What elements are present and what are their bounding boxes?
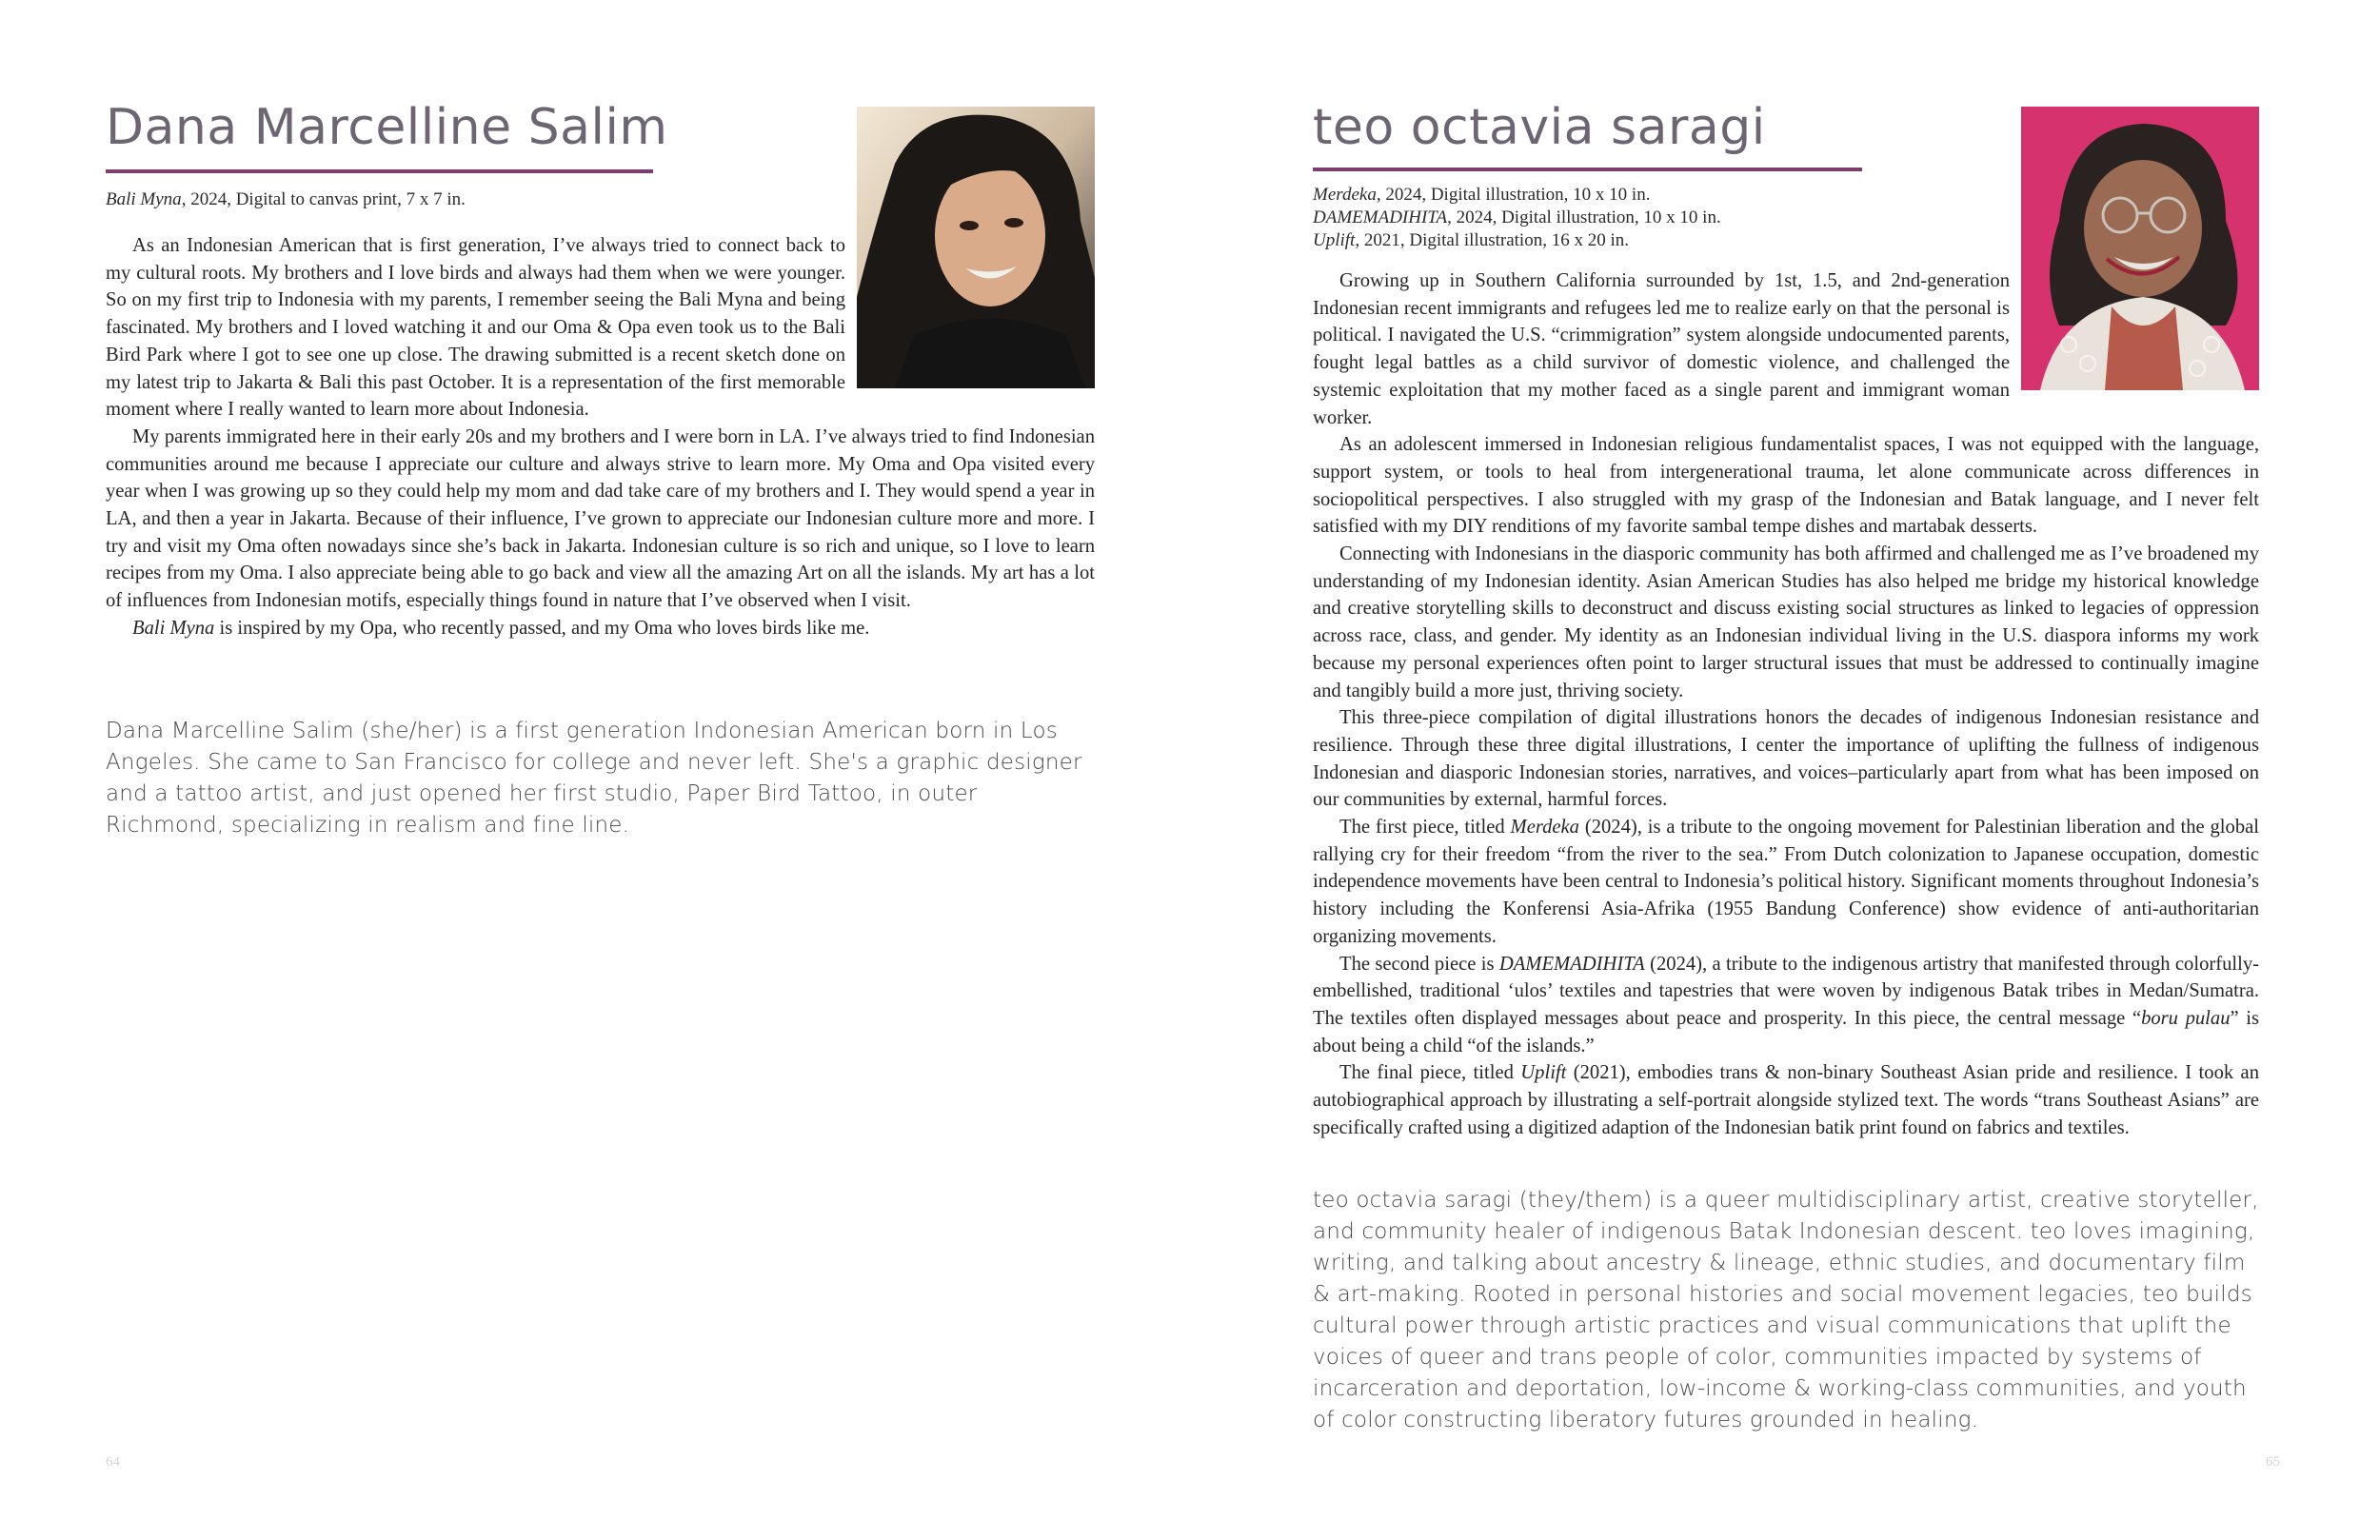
statement-paragraph: The first piece, titled Merdeka (2024), is a tribute to the ongoing movement for Palestinian liberation and the global rallying cry for their freedom “from the river to the sea.” From Dutch colonization to Japanese occupation, domestic independence movements have been central to Indonesia’s political history. Significant moments throughout Indonesia’s history including the Konferensi Asia-Afrika (1955 Bandung Conference) show evidence of anti-authoritarian organizing movements. xyxy=(1313,817,2259,947)
statement-paragraph: Connecting with Indonesians in the diasporic community has both affirmed and challenged me as I’ve broadened my understanding of my Indonesian identity. Asian American Studies has also helped me bridge my historical knowledge and creative storytelling skills to deconstruct and discuss existing social structures as linked to legacies of oppression across race, class, and gender. My identity as an Indonesian individual living in the U.S. diaspora informs my work because my personal experiences often point to larger structural issues that must be addressed to continually imagine and tangibly build a more just, thriving society. xyxy=(1313,543,2259,701)
statement-paragraph: This three-piece compilation of digital illustrations honors the decades of indigenous Indonesian resistance and resilience. Through these three digital illustrations, I center the importance of uplifting the fullness of indigenous Indonesian and diasporic Indonesian stories, narratives, and voices–particularly apart from what has been imposed on our communities by external, harmful forces. xyxy=(1313,707,2259,811)
artist-statement-dana xyxy=(106,232,1095,642)
statement-paragraph: As an Indonesian American that is first generation, I’ve always tried to connect back to my cultural roots. My brothers and I love birds and always had them when we were younger. So on my first trip to Indonesia with my parents, I remember seeing the Bali Myna and being fascinated. My brothers and I loved watching it and our Oma & Opa even took us to the Bali Bird Park where I got to see one up close. The drawing submitted is a recent sketch done on my latest trip to Jakarta & Bali this past October. It is a representation of the first memorable moment where I really wanted to learn more about Indonesia. xyxy=(106,232,1095,424)
statement-paragraph: The final piece, titled Uplift (2021), embodies trans & non-binary Southeast Asian pride and resilience. I took an autobiographical approach by illustrating a self-portrait alongside stylized text. The words “trans Southeast Asians” are specifically crafted using a digitized adaption of the Indonesian batik print found on fabrics and textiles. xyxy=(1313,1062,2259,1138)
name-underline xyxy=(106,169,653,173)
statement-paragraph: Bali Myna is inspired by my Opa, who recently passed, and my Oma who loves birds like me. xyxy=(132,617,870,639)
page-number: 65 xyxy=(2266,1454,2280,1470)
credit-line: Merdeka, 2024, Digital illustration, 10 x 10 in. xyxy=(1313,185,1651,205)
artwork-credits xyxy=(1313,184,1998,252)
name-underline xyxy=(1313,168,1862,171)
credit-line: DAMEMADIHITA, 2024, Digital illustration, 10 x 10 in. xyxy=(1313,207,1721,227)
photo-wrap-spacer xyxy=(845,232,1095,392)
credit-line: Uplift, 2021, Digital illustration, 16 x 20 in. xyxy=(1313,230,1629,250)
right-page xyxy=(1190,0,2380,1540)
artist-bio-teo: teo octavia saragi (they/them) is a queer multidisciplinary artist, creative storyteller, and community healer of indigenous Batak Indonesian descent. teo loves imagining, writing, and talking about ancestry & lineage, ethnic studies, and documentary film & art-making. Rooted in personal histories and social movement legacies, teo builds cultural power through artistic practices and visual communications that uplift the voices of queer and trans people of color, communities impacted by systems of incarceration and deportation, low-income & working-class communities, and youth of color constructing liberatory futures grounded in healing. xyxy=(1313,1188,2259,1432)
artwork-credits xyxy=(106,188,829,211)
page-number: 64 xyxy=(106,1454,120,1470)
artist-bio-dana: Dana Marcelline Salim (she/her) is a first generation Indonesian American born in Los Angeles. She came to San Francisco for college and never left. She's a graphic designer and a tattoo artist, and just opened her first studio, Paper Bird Tattoo, in outer Richmond, specializing in realism and fine line. xyxy=(106,719,1082,838)
statement-paragraph: My parents immigrated here in their early 20s and my brothers and I were born in LA. I’ve always tried to find Indonesian communities around me because I appreciate our culture and always strive to learn more. My Oma and Opa visited every year when I was growing up so they could help my mom and dad take care of my brothers and I. They would spend a year in LA, and then a year in Jakarta. Because of their influence, I’ve grown to appreciate our Indonesian culture more and more. I try and visit my Oma often nowadays since she’s back in Jakarta. Indonesian culture is so rich and unique, so I love to learn recipes from my Oma. I also appreciate being able to go back and view all the amazing Art on all the islands. My art has a lot of influences from Indonesian motifs, especially things found in nature that I’ve observed when I visit. xyxy=(106,425,1095,612)
artist-name-teo: teo octavia saragi xyxy=(1313,99,1766,156)
statement-paragraph: Growing up in Southern California surrounded by 1st, 1.5, and 2nd-generation Indonesian recent immigrants and refugees led me to realize early on that the personal is political. I navigated the U.S. “crimmigration” system alongside undocumented parents, fought legal battles as a child survivor of domestic violence, and challenged the systemic exploitation that my mother faced as a single parent and immigrant woman worker. xyxy=(1313,267,2259,431)
photo-wrap-spacer xyxy=(2010,267,2259,391)
artist-statement-teo xyxy=(1313,267,2259,1142)
credit-line: Bali Myna, 2024, Digital to canvas print, 7 x 7 in. xyxy=(106,189,466,209)
statement-paragraph: As an adolescent immersed in Indonesian religious fundamentalist spaces, I was not equipped with the language, support system, or tools to heal from intergenerational trauma, let alone communicate across differences in sociopolitical perspectives. I also struggled with my grasp of the Indonesian and Batak language, and I never felt satisfied with my DIY renditions of my favorite sambal tempe dishes and martabak desserts. xyxy=(1313,434,2259,538)
artist-name-dana: Dana Marcelline Salim xyxy=(106,99,668,156)
statement-paragraph: The second piece is DAMEMADIHITA (2024), a tribute to the indigenous artistry that manifested through colorfully-embellished, traditional ‘ulos’ textiles and tapestries that were woven by indigenous Batak tribes in Medan/Sumatra. The textiles often displayed messages about peace and prosperity. In this piece, the central message “boru pulau” is about being a child “of the islands.” xyxy=(1313,953,2259,1056)
